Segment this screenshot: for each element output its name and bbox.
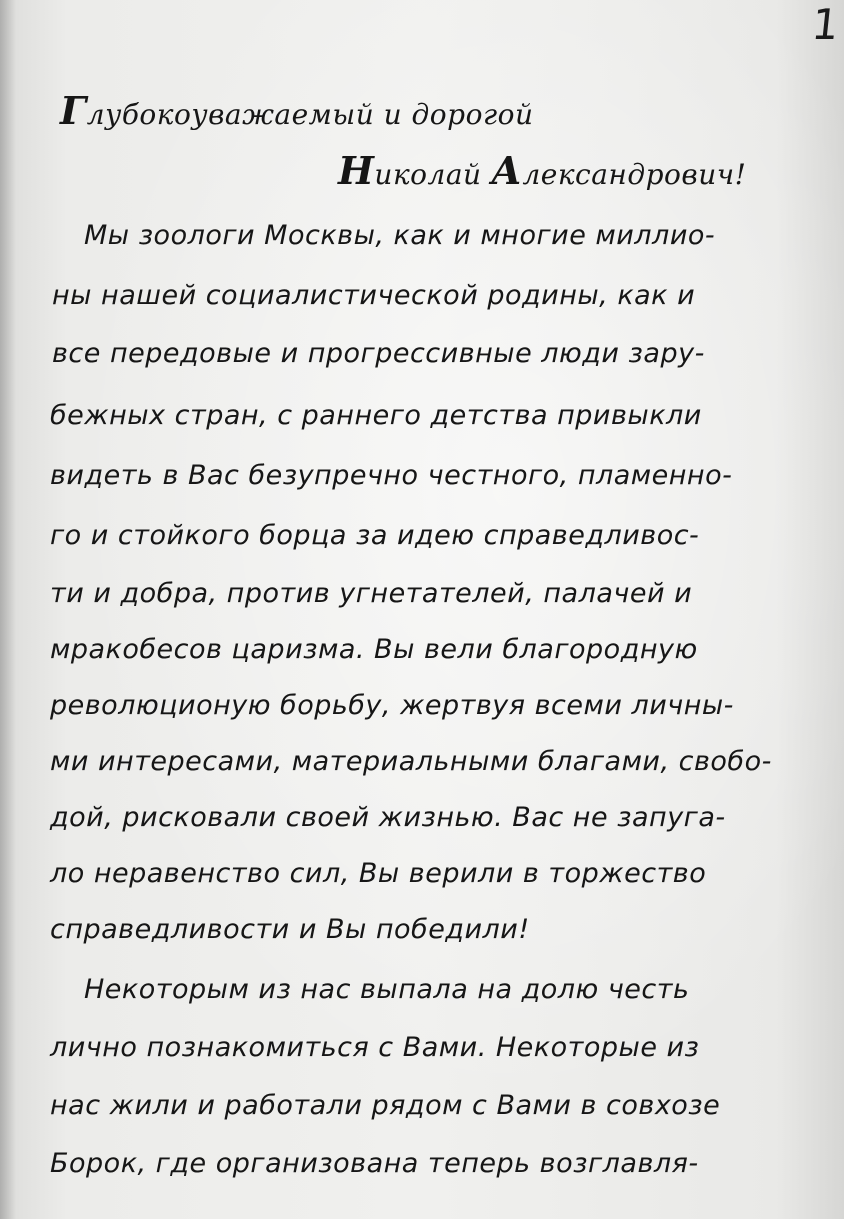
- page-number: 1: [809, 0, 842, 49]
- salutation-initial-a: А: [490, 148, 523, 193]
- salutation-text-1: лубокоуважаемый и дорогой: [86, 98, 534, 131]
- body-line-14: Некоторым из нас выпала на долю честь: [84, 974, 690, 1005]
- body-line-4: бежных стран, с раннего детства привыкли: [50, 400, 702, 431]
- body-line-15: лично познакомиться с Вами. Некоторые из: [50, 1032, 700, 1063]
- body-line-16: нас жили и работали рядом с Вами в совхозе: [50, 1090, 721, 1121]
- salutation-initial-g: Г: [60, 88, 87, 133]
- salutation-text-2b: лександрович!: [522, 158, 747, 191]
- body-line-8: мракобесов царизма. Вы вели благородную: [50, 634, 698, 665]
- scan-edge-shadow: [0, 0, 16, 1219]
- salutation-text-2a: иколай: [374, 158, 491, 191]
- salutation-initial-n: Н: [338, 148, 375, 193]
- body-line-17: Борок, где организована теперь возглавля-: [50, 1148, 699, 1179]
- body-line-10: ми интересами, материальными благами, свобо-: [50, 746, 772, 777]
- body-line-5: видеть в Вас безупречно честного, пламенно-: [50, 460, 733, 491]
- body-line-13: справедливости и Вы победили!: [50, 914, 530, 945]
- salutation-line-1: [60, 88, 534, 133]
- body-line-2: ны нашей социалистической родины, как и: [52, 280, 696, 311]
- salutation-line-2: [338, 148, 747, 193]
- body-line-12: ло неравенство сил, Вы верили в торжество: [50, 858, 707, 889]
- body-line-7: ти и добра, против угнетателей, палачей и: [50, 578, 693, 609]
- body-line-11: дой, рисковали своей жизнью. Вас не запуга-: [50, 802, 726, 833]
- body-line-6: го и стойкого борца за идею справедливос-: [50, 520, 700, 551]
- body-line-9: революционую борьбу, жертвуя всеми личны-: [50, 690, 734, 721]
- body-line-3: все передовые и прогрессивные люди зару-: [52, 338, 705, 369]
- body-line-1: Мы зоологи Москвы, как и многие миллио-: [84, 220, 716, 251]
